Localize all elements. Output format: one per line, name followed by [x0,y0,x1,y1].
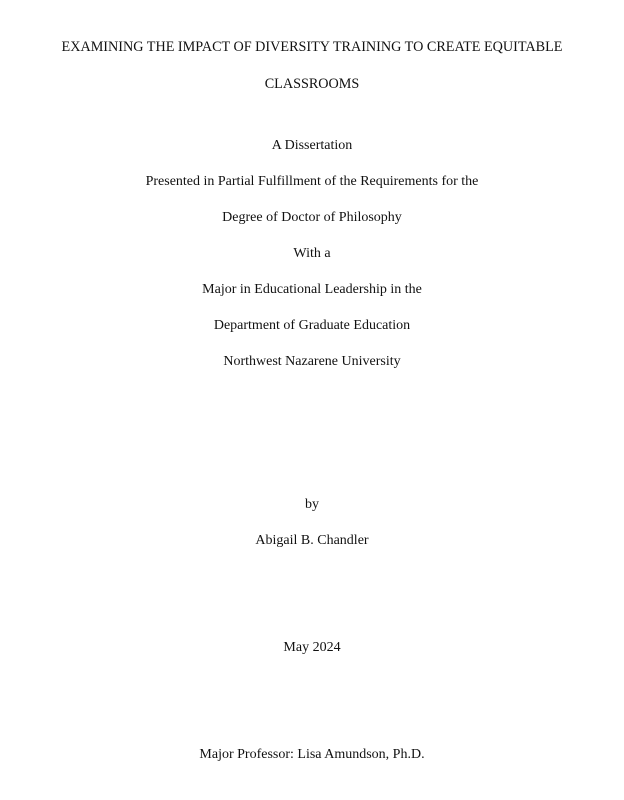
major-statement: Major in Educational Leadership in the [202,282,422,297]
with-a-text: With a [293,246,331,261]
dissertation-title-line-2: CLASSROOMS [264,76,360,92]
by-label: by [305,497,319,512]
university-name: Northwest Nazarene University [223,354,401,369]
department-name: Department of Graduate Education [213,318,411,333]
document-type: A Dissertation [271,138,353,153]
dissertation-title-line-1: EXAMINING THE IMPACT OF DIVERSITY TRAINING TO CREATE EQUITABLE [61,39,563,55]
author-name: Abigail B. Chandler [255,533,369,548]
fulfillment-statement: Presented in Partial Fulfillment of the Requirements for the [145,174,479,189]
submission-date: May 2024 [283,640,341,655]
major-professor: Major Professor: Lisa Amundson, Ph.D. [199,747,425,762]
degree-name: Degree of Doctor of Philosophy [222,210,402,225]
